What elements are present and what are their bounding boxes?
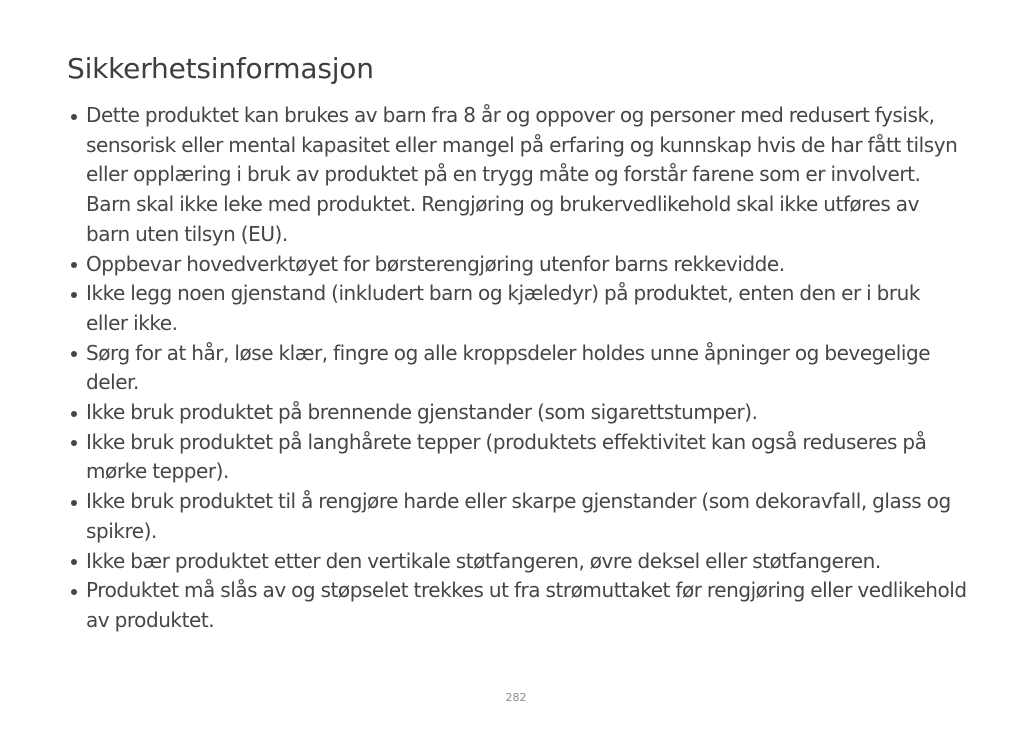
bullet-icon xyxy=(71,411,77,417)
bullet-icon xyxy=(71,292,77,298)
bullet-icon xyxy=(71,559,77,565)
page-number: 282 xyxy=(505,691,527,704)
list-item-text: Dette produktet kan brukes av barn fra 8 år og oppover og personer med redusert fysisk, sensorisk eller mental kapasitet eller mangel på erfaring og kunnskap hvis de har fått tilsyn eller opplæring i bruk av produktet på en trygg måte og forstår farene som er involvert. Barn skal ikke leke med produktet. Rengjøring og brukervedlikehold skal ikke utføres av barn uten tilsyn (EU). xyxy=(86,103,958,246)
list-item-text: Oppbevar hovedverktøyet for børsterengjøring utenfor barns rekkevidde. xyxy=(86,251,785,276)
page-title: Sikkerhetsinformasjon xyxy=(67,52,374,85)
list-item xyxy=(67,279,967,338)
list-item-text: Ikke bruk produktet på brennende gjenstander (som sigarettstumper). xyxy=(86,400,758,425)
bullet-icon xyxy=(71,262,77,268)
list-item-text: Ikke legg noen gjenstand (inkludert barn og kjæledyr) på produktet, enten den er i bruk eller ikke. xyxy=(86,281,921,335)
list-item xyxy=(67,576,967,635)
list-item-text: Ikke bær produktet etter den vertikale støtfangeren, øvre deksel eller støtfangeren. xyxy=(86,548,881,573)
list-item xyxy=(67,428,967,487)
bullet-icon xyxy=(71,440,77,446)
list-item xyxy=(67,101,967,250)
bullet-icon xyxy=(71,351,77,357)
list-item xyxy=(67,398,967,428)
list-item-text: Ikke bruk produktet til å rengjøre harde eller skarpe gjenstander (som dekoravfall, glass og spikre). xyxy=(86,489,951,543)
bullet-icon xyxy=(71,114,77,120)
list-item-text: Sørg for at hår, løse klær, fingre og alle kroppsdeler holdes unne åpninger og bevegelige deler. xyxy=(86,340,931,395)
list-item xyxy=(67,250,967,280)
safety-bullet-list xyxy=(67,101,967,636)
bullet-icon xyxy=(71,589,77,595)
list-item xyxy=(67,547,967,577)
bullet-icon xyxy=(71,500,77,506)
list-item xyxy=(67,339,967,398)
list-item-text: Ikke bruk produktet på langhårete tepper (produktets effektivitet kan også reduseres på mørke tepper). xyxy=(86,429,927,484)
list-item-text: Produktet må slås av og støpselet trekkes ut fra strømuttaket før rengjøring eller vedlikehold av produktet. xyxy=(86,578,967,632)
list-item xyxy=(67,487,967,546)
